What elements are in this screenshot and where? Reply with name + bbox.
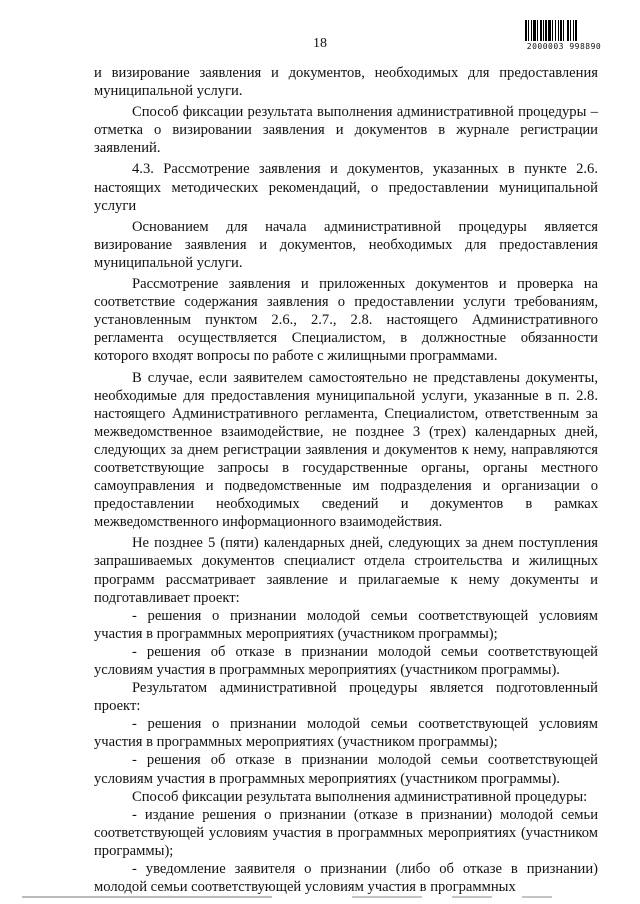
document-body (94, 64, 598, 896)
paragraph-review: Рассмотрение заявления и приложенных документов и проверка на соответствие содержания заявления о предоставлении услуги требованиям, установленным пунктом 2.6., 2.7., 2.8. настоящего Административного регламента осуществляется Специалистом, в должностные обязанности которого входят вопросы по работе с жилищными программами. (94, 276, 598, 365)
list-item: - решения о признании молодой семьи соответствующей условиям участия в программных мероприятиях (участником программы); (94, 607, 598, 642)
barcode-digits: 2000003 998890 (526, 42, 602, 51)
scan-edge-artifact (22, 895, 618, 899)
barcode-bar (575, 20, 577, 41)
barcode-bar (528, 20, 529, 41)
barcode-bar (560, 20, 562, 41)
barcode-bar (552, 20, 553, 41)
barcode-bar (563, 20, 564, 41)
list-item: - издание решения о признании (отказе в признании) молодой семьи соответствующей условиям участия в программных мероприятиях (участником программы); (94, 806, 598, 859)
barcode-bar (545, 20, 547, 41)
barcode-bar (567, 20, 569, 41)
list-item: - решения об отказе в признании молодой семьи соответствующей условиям участия в программных мероприятиях (участником программы). (94, 752, 598, 787)
list-item: - решения о признании молодой семьи соответствующей условиям участия в программных мероприятиях (участником программы); (94, 716, 598, 751)
paragraph-basis: Основанием для начала административной процедуры является визирование заявления и документов, необходимых для предоставления муниципальной услуги. (94, 218, 598, 271)
barcode-bar (570, 20, 571, 41)
paragraph-result: Результатом административной процедуры является подготовленный проект: (94, 680, 598, 715)
paragraph-continuation: и визирование заявления и документов, необходимых для предоставления муниципальной услуги. (94, 65, 598, 100)
paragraph-fixation-method: Способ фиксации результата выполнения административной процедуры – отметка о визировании заявления и документов в журнале регистрации заявлений. (94, 104, 598, 157)
barcode-bar (531, 20, 532, 41)
barcode-bar (558, 20, 559, 41)
paragraph-result-fixation: Способ фиксации результата выполнения административной процедуры: (132, 788, 588, 805)
section-heading-4-3: 4.3. Рассмотрение заявления и документов, указанных в пункте 2.6. настоящих методических рекомендаций, о предоставлении муниципальной услуги (94, 161, 598, 214)
barcode-bar (533, 20, 536, 41)
barcode-bar (548, 20, 551, 41)
list-item: - уведомление заявителя о признании (либо об отказе в признании) молодой семьи соответствующей условиям участия в программных (94, 861, 598, 896)
barcode-bar (543, 20, 544, 41)
barcode-bar (525, 20, 527, 41)
barcode-bar (555, 20, 556, 41)
barcode-bar (537, 20, 538, 41)
barcode-bars (524, 20, 604, 41)
barcode-bar (573, 20, 574, 41)
paragraph-deadline: Не позднее 5 (пяти) календарных дней, следующих за днем поступления запрашиваемых документов специалист отдела строительства и жилищных программ рассматривает заявление и прилагаемые к нему документы и подготавливает проект: (94, 535, 598, 606)
paragraph-interagency: В случае, если заявителем самостоятельно не представлены документы, необходимые для предоставления муниципальной услуги, указанные в п. 2.8. настоящего Административного регламента, Специалистом, ответственным за межведомственное взаимодействие, не позднее 3 (трех) календарных дней, следующих за днем регистрации заявления и документов к нему, направляются соответствующие запросы в государственные органы, органы местного самоуправления и подведомственные им подразделения и организации о предоставлении необходимых сведений и документов в рамках межведомственного информационного взаимодействия. (94, 369, 598, 531)
page-number: 18 (313, 36, 327, 51)
barcode-bar (540, 20, 542, 41)
barcode (524, 20, 604, 52)
list-item: - решения об отказе в признании молодой семьи соответствующей условиям участия в программных мероприятиях (участником программы). (94, 643, 598, 678)
